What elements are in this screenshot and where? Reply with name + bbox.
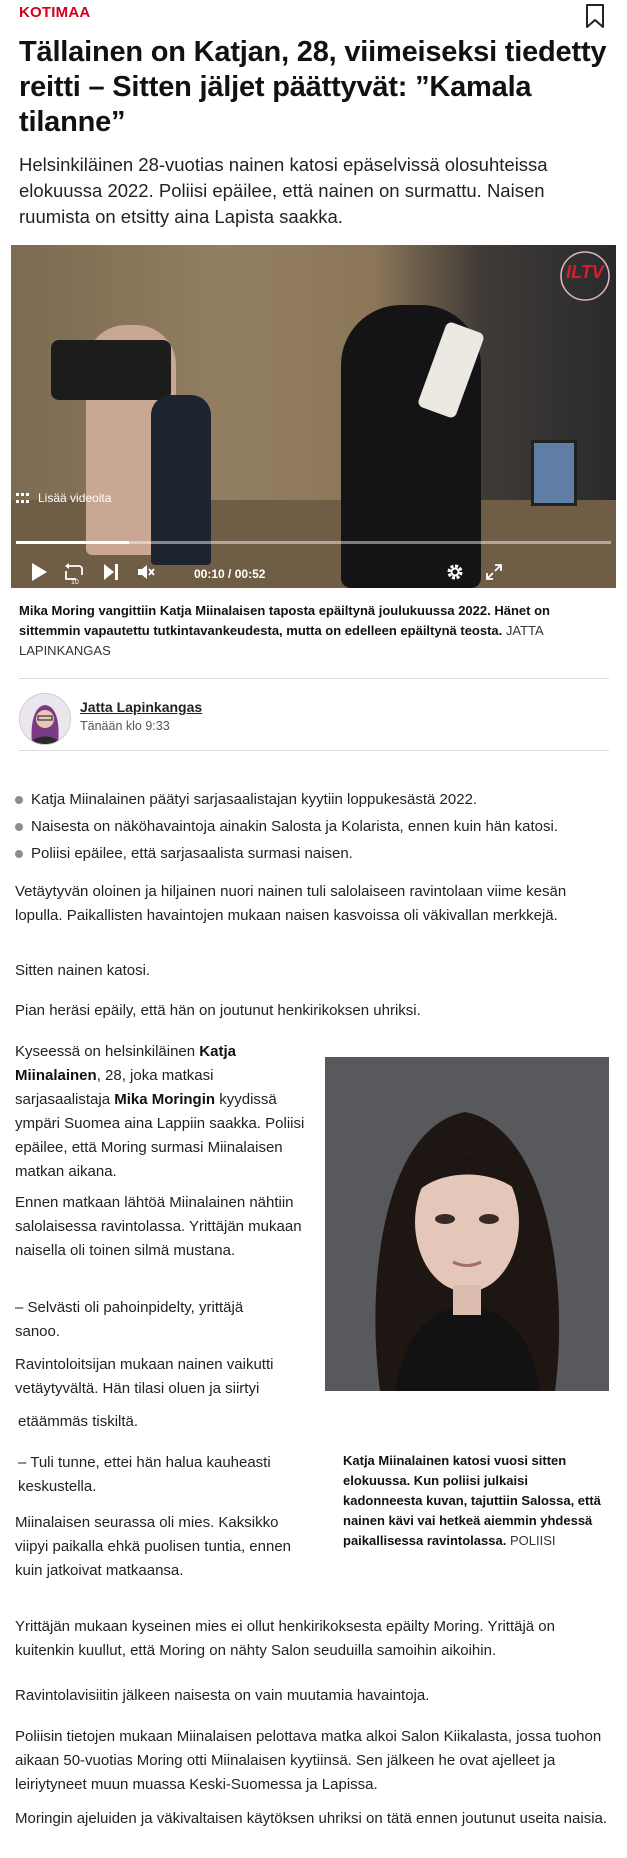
photo-caption-text: Katja Miinalainen katosi vuosi sitten elokuussa. Kun poliisi julkaisi kadonneesta kuvan, tajuttiin Salossa, että nainen kävi vai hetkeä aiemmin yhdessä paikallisessa ravintolassa. [343,1453,601,1548]
author-name-link[interactable]: Jatta Lapinkangas [80,699,203,715]
settings-icon[interactable] [445,562,465,582]
body-paragraph: Moringin ajeluiden ja väkivaltaisen käytöksen uhriksi on tätä ennen joutunut useita naisia. [15,1810,608,1827]
body-paragraph: Miinalaisen seurassa oli mies. Kaksikko viipyi paikalla ehkä puolisen tuntia, ennen kuin jatkoivat matkaansa. [15,1514,292,1579]
more-videos-button[interactable] [16,491,111,505]
body-paragraph: Ravintoloitsijan mukaan nainen vaikutti vetäytyvältä. Hän tilasi oluen ja siirtyi [15,1356,274,1397]
publish-time: Tänään klo 9:33 [80,719,170,733]
author-avatar[interactable] [19,693,71,745]
body-paragraph [15,1040,311,1184]
video-frame-camera [51,340,171,400]
body-text: kyydissä ympäri Suomea aina Lappiin saakka. Poliisi epäilee, että Moring surmasi Miinalaisen matkan aikana. [15,1091,305,1180]
iltv-logo-text: ILTV [566,262,604,282]
body-paragraph: Yrittäjän mukaan kyseinen mies ei ollut henkirikoksesta epäilty Moring. Yrittäjä on kuitenkin kuullut, että Moring on nähty Salon seuduilla samoihin aikoihin. [15,1618,555,1659]
svg-text:10: 10 [71,579,79,584]
article-headline: Tällainen on Katjan, 28, viimeiseksi tiedetty reitti – Sitten jäljet päättyvät: ”Kamala tilanne” [19,36,607,138]
body-paragraph: – Tuli tunne, ettei hän halua kauheasti keskustella. [18,1454,271,1495]
video-time-display [194,567,265,581]
bookmark-icon[interactable] [584,3,606,29]
more-videos-label: Lisää videoita [38,491,112,505]
video-caption-text: Mika Moring vangittiin Katja Miinalaisen taposta epäiltynä joulukuussa 2022. Hänet on sittemmin vapautettu tutkintavankeudesta, mutta on edelleen epäiltynä teosta. [19,603,550,638]
video-caption-credit: JATTA LAPINKANGAS [19,623,543,658]
summary-list [13,786,558,867]
article-lead: Helsinkiläinen 28-vuotias nainen katosi epäselvissä olosuhteissa elokuussa 2022. Poliisi epäilee, että nainen on surmattu. Naisen ruumista on etsitty aina Lapista saakka. [19,154,548,227]
summary-item: Poliisi epäilee, että sarjasaalista surmasi naisen. [13,840,558,867]
video-frame-officer [151,395,211,565]
victim-photo [325,1057,609,1391]
mute-icon[interactable] [136,562,156,582]
body-paragraph: Vetäytyvän oloinen ja hiljainen nuori nainen tuli salolaiseen ravintolaan viime kesän lopulla. Paikallisten havaintojen mukaan naisen kasvoissa oli väkivallan merkkejä. [15,883,567,924]
summary-item: Katja Miinalainen päätyi sarjasaalistajan kyytiin loppukesästä 2022. [13,786,558,813]
video-caption [19,601,609,661]
video-time-separator: / [228,567,232,581]
video-progress-bar[interactable] [16,541,611,544]
video-player[interactable] [11,245,616,588]
body-paragraph: Poliisin tietojen mukaan Miinalaisen pelottava matka alkoi Salon Kiikalasta, jossa tuohon aikaan 50-vuotias Moring otti Miinalaisen kyytiinsä. Sen jälkeen he ovat ajelleet ja leiriytyneet muun muassa Keski-Suomessa ja Lapissa. [15,1728,602,1793]
author-divider-top [19,678,609,679]
video-frame-monitor [531,440,577,506]
video-progress-fill [16,541,129,544]
body-paragraph: Ennen matkaan lähtöä Miinalainen nähtiin salolaisessa ravintolassa. Yrittäjän mukaan naisella oli toinen silmä mustana. [15,1194,302,1259]
iltv-logo [559,250,611,302]
summary-item: Naisesta on näköhavaintoja ainakin Salosta ja Kolarista, ennen kuin hän katosi. [13,813,558,840]
person-name: Katja Miinalainen [15,1043,236,1084]
person-name: Mika Moringin [114,1091,216,1108]
body-paragraph: etäämmäs tiskiltä. [18,1413,139,1430]
play-icon[interactable] [29,562,49,582]
photo-caption [343,1451,609,1551]
body-paragraph: Pian heräsi epäily, että hän on joutunut henkirikoksen uhriksi. [15,1002,421,1019]
body-text: , 28, joka matkasi sarjasaalistaja [15,1067,214,1108]
video-duration: 00:52 [234,567,266,581]
body-paragraph: Sitten nainen katosi. [15,962,151,979]
photo-caption-credit: POLIISI [509,1533,556,1548]
grid-icon [16,493,30,504]
body-paragraph: – Selvästi oli pahoinpidelty, yrittäjä sanoo. [15,1299,244,1340]
body-paragraph: Ravintolavisiitin jälkeen naisesta on vain muutamia havaintoja. [15,1687,430,1704]
replay-10-icon[interactable] [63,562,85,584]
category-label[interactable]: KOTIMAA [19,4,91,21]
body-text: Kyseessä on helsinkiläinen [15,1043,200,1060]
fullscreen-icon[interactable] [484,562,504,582]
skip-next-icon[interactable] [102,562,120,582]
author-divider-bottom [19,750,609,751]
video-current-time: 00:10 [194,567,225,581]
